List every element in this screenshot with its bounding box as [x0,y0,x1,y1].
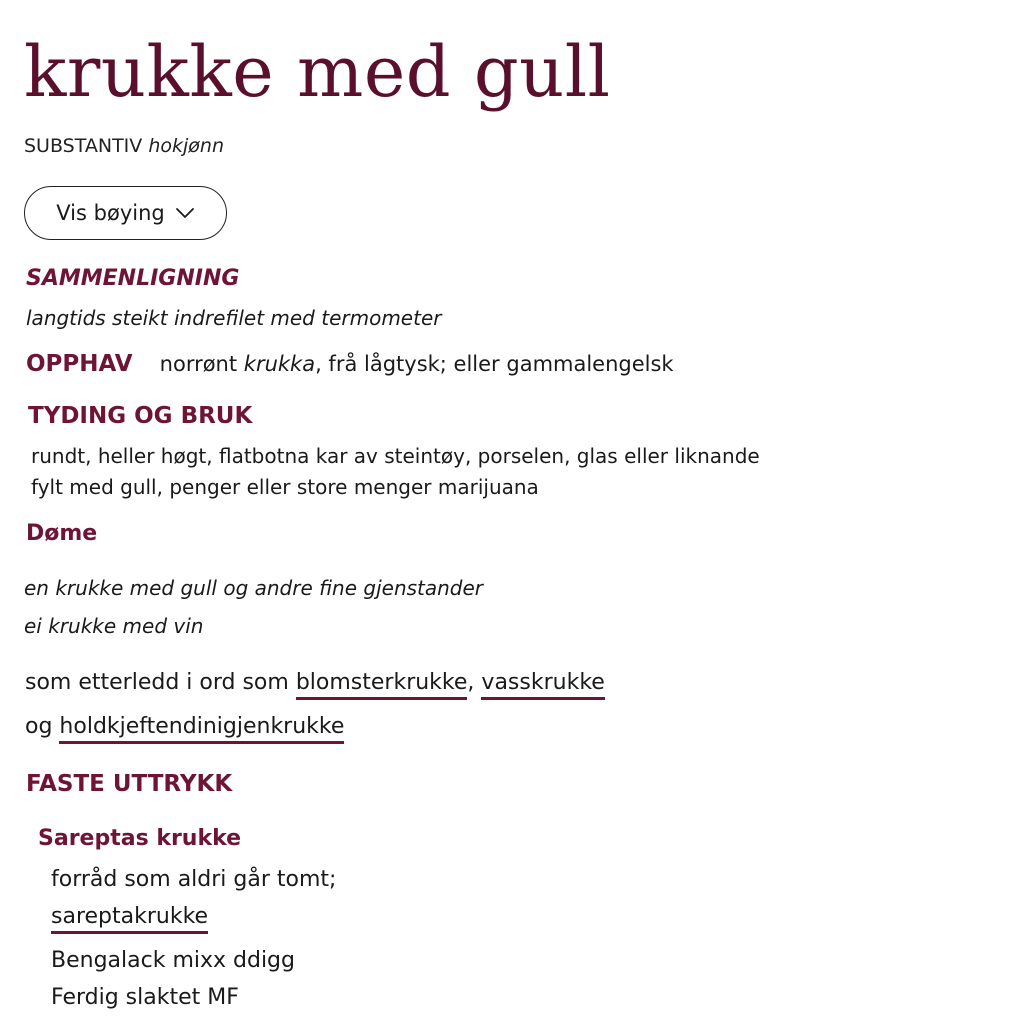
compounds-separator: , [467,670,482,695]
origin-section [26,349,674,379]
expression-link-line [51,901,208,933]
compounds-line [25,667,605,699]
meaning-line: rundt, heller høgt, flatbotna kar av steintøy, porselen, glas eller liknande [31,444,760,468]
expression-definition: forråd som aldri går tomt; [51,867,337,892]
example-item: ei krukke med vin [24,614,204,638]
origin-italic-word: krukka [243,352,316,376]
meaning-line: fylt med gull, penger eller store menger marijuana [31,475,539,499]
examples-heading: Døme [26,521,98,546]
compounds-line-2 [25,711,344,743]
comparison-text: langtids steikt indrefilet med termometer [26,306,442,330]
origin-text-after: , frå lågtysk; eller gammalengelsk [315,352,674,376]
show-inflection-label: Vis bøying [56,201,165,225]
example-item: en krukke med gull og andre fine gjenstander [24,576,484,600]
headword: krukke med gull [24,31,611,113]
extra-line: Ferdig slaktet MF [51,985,239,1010]
fixed-expressions-heading: FASTE UTTRYKK [26,771,233,797]
grammatical-gender: hokjønn [148,135,224,157]
meaning-heading: TYDING OG BRUK [28,403,253,429]
link-sareptakrukke[interactable]: sareptakrukke [51,904,208,934]
chevron-down-icon [175,207,195,219]
show-inflection-button[interactable] [24,186,227,240]
origin-text [160,352,674,376]
origin-text-before: norrønt [159,352,244,376]
link-holdkjeftendinigjenkrukke[interactable]: holdkjeftendinigjenkrukke [59,714,344,744]
link-vasskrukke[interactable]: vasskrukke [481,670,604,700]
compounds-text-2: og [25,714,60,739]
origin-heading: OPPHAV [26,351,133,377]
word-class: SUBSTANTIV [24,135,143,157]
expression-title: Sareptas krukke [38,826,242,851]
comparison-heading: SAMMENLIGNING [26,266,240,291]
compounds-text: som etterledd i ord som [25,670,296,695]
part-of-speech [24,132,224,160]
link-blomsterkrukke[interactable]: blomsterkrukke [296,670,468,700]
extra-line: Bengalack mixx ddigg [51,948,295,973]
